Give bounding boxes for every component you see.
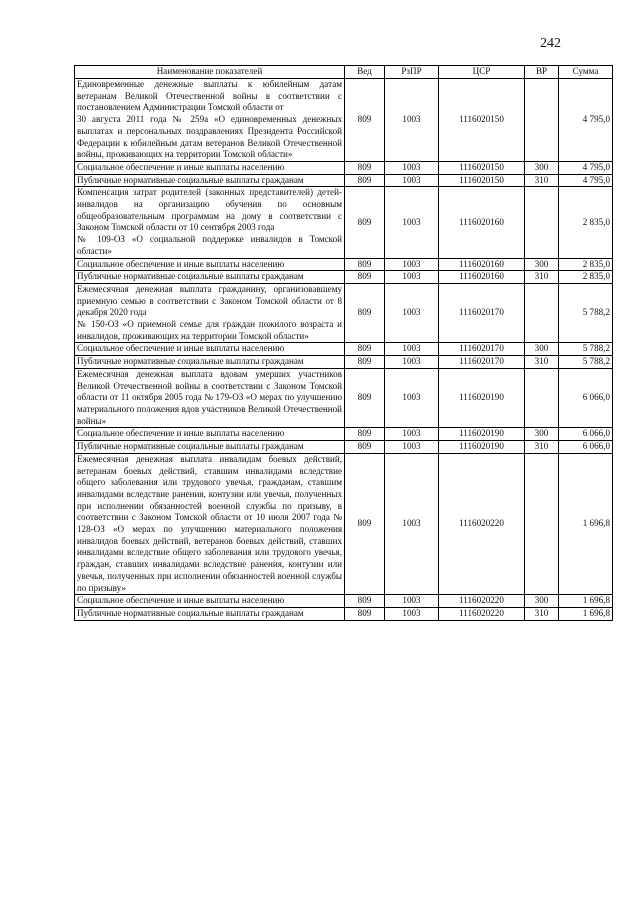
row-name: Публичные нормативные социальные выплаты гражданам (75, 356, 345, 369)
row-sum: 6 066,0 (559, 428, 613, 441)
table-row (75, 368, 613, 428)
table-row (75, 271, 613, 284)
row-name-line: Компенсация затрат родителей (законных представителей) детей-инвалидов на организацию обучения по основным общеобразовательным программам на дому в соответствии с Законом Томской области от 10 сентября 2003 года (77, 187, 342, 233)
table-row (75, 356, 613, 369)
row-sum: 1 696,8 (559, 607, 613, 620)
row-name: Публичные нормативные социальные выплаты гражданам (75, 271, 345, 284)
row-name: Социальное обеспечение и иные выплаты населению (75, 343, 345, 356)
row-ved: 809 (345, 595, 385, 608)
row-sum: 2 835,0 (559, 271, 613, 284)
row-sum: 4 795,0 (559, 174, 613, 187)
row-csr: 1116020170 (439, 283, 525, 343)
row-ved: 809 (345, 441, 385, 454)
row-sum: 1 696,8 (559, 595, 613, 608)
row-rzpr: 1003 (385, 79, 439, 162)
row-csr: 1116020160 (439, 271, 525, 284)
row-name-line: № 109-ОЗ «О социальной поддержке инвалидов в Томской области» (77, 234, 342, 256)
row-name-line: 30 августа 2011 года № 259а «О единовременных денежных выплатах и персональных поздравлениях Президента Российской Федерации к юбилейным датам ветеранов Великой Отечественной войны, проживающих на территории Томской области» (77, 114, 342, 160)
table-row (75, 161, 613, 174)
row-rzpr: 1003 (385, 453, 439, 594)
row-vr: 310 (525, 174, 559, 187)
row-name-line: Ежемесячная денежная выплата гражданину, организовавшему приемную семью в соответствии с Законом Томской области от 8 декабря 2020 года (77, 283, 342, 318)
row-vr (525, 453, 559, 594)
row-vr (525, 187, 559, 258)
row-sum: 2 835,0 (559, 258, 613, 271)
row-rzpr: 1003 (385, 607, 439, 620)
row-csr: 1116020220 (439, 453, 525, 594)
row-rzpr: 1003 (385, 356, 439, 369)
row-vr: 310 (525, 607, 559, 620)
row-csr: 1116020150 (439, 161, 525, 174)
row-sum: 1 696,8 (559, 453, 613, 594)
row-ved: 809 (345, 356, 385, 369)
header-vr: ВР (525, 66, 559, 79)
row-vr: 300 (525, 595, 559, 608)
row-vr (525, 79, 559, 162)
header-rzpr: РзПР (385, 66, 439, 79)
row-vr: 310 (525, 271, 559, 284)
row-name (75, 283, 345, 343)
row-ved: 809 (345, 607, 385, 620)
row-rzpr: 1003 (385, 441, 439, 454)
header-csr: ЦСР (439, 66, 525, 79)
row-csr: 1116020160 (439, 187, 525, 258)
row-name-line: Ежемесячная денежная выплата инвалидам боевых действий, ветеранам боевых действий, ставшим инвалидами вследствие общего заболевания или трудового увечья, гражданам, ставшим инвалидами вследствие ранения, контузии или увечья, полученных при исполнении обязанностей военной службы по призыву, в соответствии с Законом Томской области от 10 июля 2007 года № 128-ОЗ «О мерах по улучшению материального положения инвалидов боевых действий, ветеранов боевых действий, ставших инвалидами вследствие общего заболевания или трудового увечья, граждан, ставших инвалидами вследствие ранения, контузии или увечья, полученных при исполнении обязанностей военной службы по призыву» (77, 453, 342, 593)
table-row (75, 79, 613, 162)
header-sum: Сумма (559, 66, 613, 79)
row-sum: 5 788,2 (559, 356, 613, 369)
row-rzpr: 1003 (385, 271, 439, 284)
row-ved: 809 (345, 283, 385, 343)
row-ved: 809 (345, 258, 385, 271)
row-sum: 5 788,2 (559, 283, 613, 343)
row-ved: 809 (345, 343, 385, 356)
page-number: 242 (540, 36, 561, 51)
row-csr: 1116020160 (439, 258, 525, 271)
row-rzpr: 1003 (385, 343, 439, 356)
row-ved: 809 (345, 187, 385, 258)
row-name (75, 79, 345, 162)
row-rzpr: 1003 (385, 595, 439, 608)
row-rzpr: 1003 (385, 174, 439, 187)
row-csr: 1116020220 (439, 595, 525, 608)
row-vr (525, 368, 559, 428)
row-name: Публичные нормативные социальные выплаты гражданам (75, 441, 345, 454)
row-csr: 1116020190 (439, 441, 525, 454)
row-name-line: Единовременные денежные выплаты к юбилейным датам ветеранам Великой Отечественной войны в соответствии с постановлением Администрации Томской области от (77, 79, 342, 113)
row-sum: 6 066,0 (559, 441, 613, 454)
row-name: Публичные нормативные социальные выплаты гражданам (75, 607, 345, 620)
row-rzpr: 1003 (385, 368, 439, 428)
row-name-line: № 150-ОЗ «О приемной семье для граждан пожилого возраста и инвалидов, проживающих на территории Томской области» (77, 319, 342, 341)
table-row (75, 595, 613, 608)
row-name: Социальное обеспечение и иные выплаты населению (75, 428, 345, 441)
row-name: Социальное обеспечение и иные выплаты населению (75, 258, 345, 271)
header-name: Наименование показателей (75, 66, 345, 79)
table-row (75, 283, 613, 343)
row-sum: 4 795,0 (559, 161, 613, 174)
row-ved: 809 (345, 453, 385, 594)
table-row (75, 343, 613, 356)
row-name-line: Ежемесячная денежная выплата вдовам умерших участников Великой Отечественной войны в соответствии с Законом Томской области от 11 октября 2005 года № 179-ОЗ «О мерах по улучшению материального положения вдов участников Великой Отечественной войны» (77, 368, 342, 426)
row-csr: 1116020170 (439, 356, 525, 369)
row-vr: 300 (525, 258, 559, 271)
row-name: Социальное обеспечение и иные выплаты населению (75, 161, 345, 174)
row-vr (525, 283, 559, 343)
table-row (75, 174, 613, 187)
row-rzpr: 1003 (385, 258, 439, 271)
row-ved: 809 (345, 161, 385, 174)
budget-table (74, 65, 613, 621)
row-name (75, 368, 345, 428)
row-sum: 5 788,2 (559, 343, 613, 356)
row-rzpr: 1003 (385, 187, 439, 258)
row-sum: 4 795,0 (559, 79, 613, 162)
row-name: Социальное обеспечение и иные выплаты населению (75, 595, 345, 608)
row-rzpr: 1003 (385, 283, 439, 343)
table-row (75, 187, 613, 258)
table-row (75, 607, 613, 620)
row-csr: 1116020150 (439, 174, 525, 187)
row-csr: 1116020190 (439, 428, 525, 441)
row-ved: 809 (345, 79, 385, 162)
row-ved: 809 (345, 428, 385, 441)
header-ved: Вед (345, 66, 385, 79)
row-csr: 1116020150 (439, 79, 525, 162)
row-name (75, 453, 345, 594)
row-vr: 300 (525, 161, 559, 174)
row-csr: 1116020190 (439, 368, 525, 428)
row-name: Публичные нормативные социальные выплаты гражданам (75, 174, 345, 187)
row-rzpr: 1003 (385, 161, 439, 174)
row-vr: 300 (525, 343, 559, 356)
row-vr: 310 (525, 441, 559, 454)
row-csr: 1116020170 (439, 343, 525, 356)
row-ved: 809 (345, 174, 385, 187)
table-row (75, 258, 613, 271)
table-header-row (75, 66, 613, 79)
row-sum: 2 835,0 (559, 187, 613, 258)
row-ved: 809 (345, 368, 385, 428)
row-csr: 1116020220 (439, 607, 525, 620)
row-vr: 300 (525, 428, 559, 441)
row-rzpr: 1003 (385, 428, 439, 441)
row-name (75, 187, 345, 258)
row-vr: 310 (525, 356, 559, 369)
table-row (75, 453, 613, 594)
table-row (75, 428, 613, 441)
row-ved: 809 (345, 271, 385, 284)
row-sum: 6 066,0 (559, 368, 613, 428)
table-row (75, 441, 613, 454)
